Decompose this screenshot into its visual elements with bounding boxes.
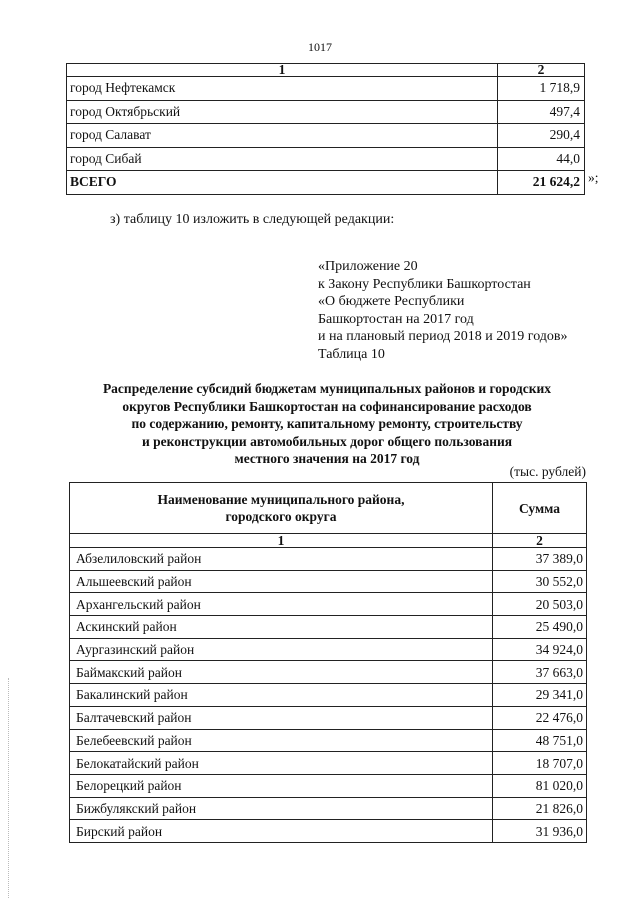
- district-name: Бирский район: [70, 820, 493, 843]
- column-number-1: 1: [67, 64, 498, 77]
- table-row: [70, 593, 587, 616]
- appendix-caption: [318, 258, 568, 363]
- table-row: [70, 797, 587, 820]
- district-name: Альшеевский район: [70, 570, 493, 593]
- district-name: Абзелиловский район: [70, 548, 493, 571]
- title-line: по содержанию, ремонту, капитальному ремонту, строительству: [131, 416, 523, 431]
- district-name: Бакалинский район: [70, 684, 493, 707]
- row-value: 1 718,9: [498, 77, 585, 101]
- total-label: ВСЕГО: [67, 171, 498, 195]
- page-number: 1017: [308, 40, 332, 54]
- subsidy-amount: 37 663,0: [493, 661, 587, 684]
- row-name: город Октябрьский: [67, 100, 498, 124]
- subsidy-amount: 22 476,0: [493, 706, 587, 729]
- district-name: Аургазинский район: [70, 638, 493, 661]
- closing-quote: »;: [588, 170, 599, 185]
- table-row: [70, 684, 587, 707]
- header-sum-cell: Сумма: [493, 483, 587, 534]
- table-row: [67, 147, 585, 171]
- column-number-2: 2: [493, 534, 587, 548]
- subsidy-table: [69, 482, 587, 843]
- table-header-row: [70, 483, 587, 534]
- table-title: [60, 380, 594, 468]
- subsidy-amount: 81 020,0: [493, 774, 587, 797]
- appendix-line: и на плановый период 2018 и 2019 годов»: [318, 329, 568, 344]
- table-row: [70, 570, 587, 593]
- table-row: [70, 729, 587, 752]
- table-row: [70, 548, 587, 571]
- table-row: [67, 100, 585, 124]
- column-number-1: 1: [70, 534, 493, 548]
- instruction-text: з) таблицу 10 изложить в следующей редакции:: [110, 212, 395, 227]
- district-name: Бижбулякский район: [70, 797, 493, 820]
- subsidy-amount: 21 826,0: [493, 797, 587, 820]
- table-row: [70, 706, 587, 729]
- district-name: Балтачевский район: [70, 706, 493, 729]
- unit-label: (тыс. рублей): [509, 464, 586, 479]
- title-line: округов Республики Башкортостан на софинансирование расходов: [122, 398, 532, 414]
- table-row: [67, 124, 585, 148]
- total-row: [67, 171, 585, 195]
- subsidy-amount: 20 503,0: [493, 593, 587, 616]
- table-row: [70, 616, 587, 639]
- table-row: [70, 638, 587, 661]
- district-name: Белебеевский район: [70, 729, 493, 752]
- row-value: 44,0: [498, 147, 585, 171]
- scan-edge-mark: [8, 678, 10, 898]
- subsidy-amount: 48 751,0: [493, 729, 587, 752]
- row-name: город Салават: [67, 124, 498, 148]
- subsidy-amount: 18 707,0: [493, 752, 587, 775]
- district-name: Баймакский район: [70, 661, 493, 684]
- row-value: 290,4: [498, 124, 585, 148]
- subsidy-amount: 25 490,0: [493, 616, 587, 639]
- table-row: [70, 752, 587, 775]
- appendix-line: Таблица 10: [318, 346, 385, 362]
- appendix-line: «Приложение 20: [318, 259, 418, 274]
- table-row: [70, 820, 587, 843]
- subsidy-amount: 37 389,0: [493, 548, 587, 571]
- table-row: [70, 774, 587, 797]
- continuation-table: [66, 63, 585, 195]
- district-name: Белокатайский район: [70, 752, 493, 775]
- header-name-cell: [70, 483, 493, 534]
- appendix-line: Башкортостан на 2017 год: [318, 311, 474, 327]
- district-name: Белорецкий район: [70, 774, 493, 797]
- subsidy-amount: 34 924,0: [493, 638, 587, 661]
- subsidy-amount: 30 552,0: [493, 570, 587, 593]
- table-column-numbers: [67, 64, 585, 77]
- total-value: 21 624,2: [498, 171, 585, 195]
- title-line: Распределение субсидий бюджетам муниципальных районов и городских: [102, 381, 552, 396]
- table-column-numbers: [70, 534, 587, 548]
- appendix-line: «О бюджете Республики: [318, 294, 465, 309]
- row-value: 497,4: [498, 100, 585, 124]
- subsidy-amount: 31 936,0: [493, 820, 587, 843]
- subsidy-amount: 29 341,0: [493, 684, 587, 707]
- table-row: [70, 661, 587, 684]
- row-name: город Сибай: [67, 147, 498, 171]
- column-number-2: 2: [498, 64, 585, 77]
- district-name: Архангельский район: [70, 593, 493, 616]
- title-line: местного значения на 2017 год: [234, 451, 420, 466]
- header-name-text: Наименование муниципального района, городского округа: [157, 492, 405, 524]
- row-name: город Нефтекамск: [67, 77, 498, 101]
- table-row: [67, 77, 585, 101]
- title-line: и реконструкции автомобильных дорог общего пользования: [141, 433, 513, 449]
- district-name: Аскинский район: [70, 616, 493, 639]
- appendix-line: к Закону Республики Башкортостан: [318, 276, 531, 292]
